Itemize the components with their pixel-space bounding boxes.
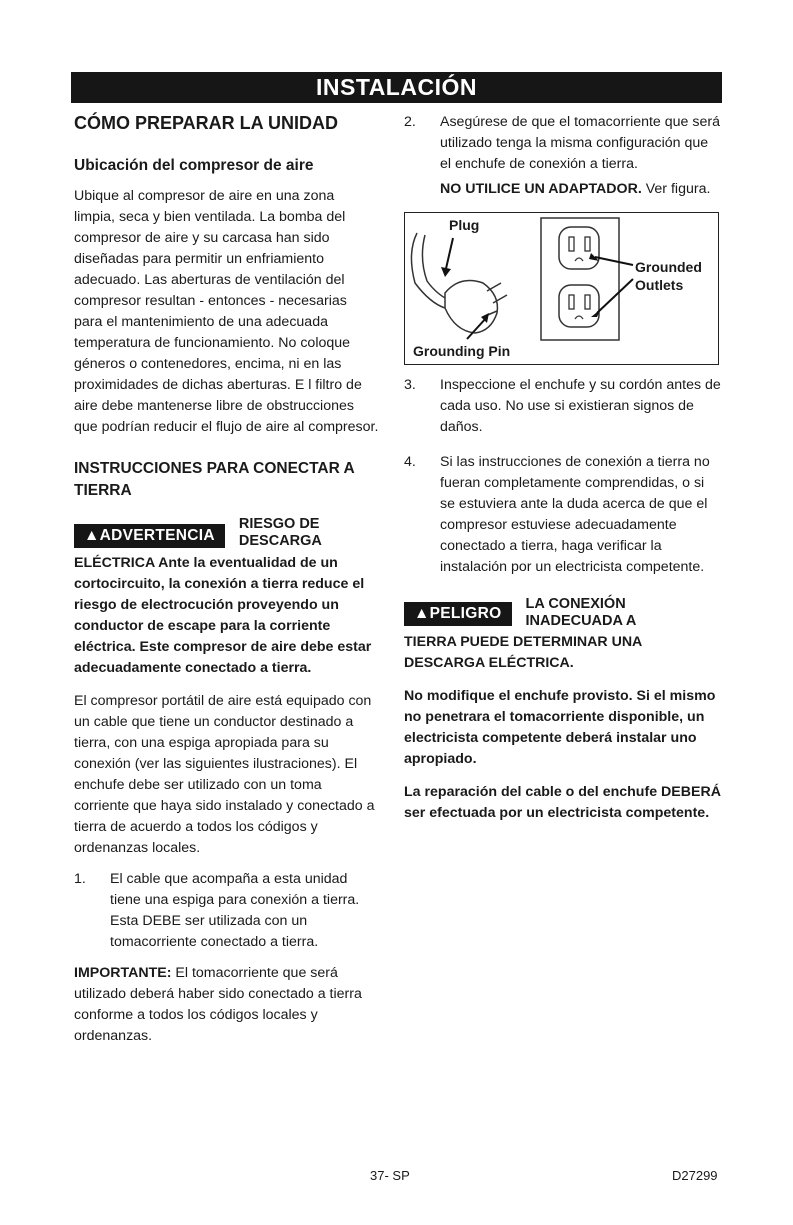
important-label: IMPORTANTE: [74, 965, 172, 981]
outlets-label: Outlets [635, 277, 684, 293]
page-number: 37- SP [370, 1168, 410, 1183]
section-banner: INSTALACIÓN [71, 72, 722, 103]
list-item: 2. Asegúrese de que el tomacorriente que será utilizado tenga la misma configuración que el enchufe de conexión a tierra. NO UTILICE UN ADAPTADOR. Ver figura. [404, 114, 720, 197]
section-title: CÓMO PREPARAR LA UNIDAD [74, 113, 338, 133]
list-item: 4. Si las instrucciones de conexión a tierra no fueran completamente comprendidas, o si se estuviera ante la duda acerca de que el compresor estuviese adecuadamente conectado a tierra, haga verificar la instalación por un electricista competente. [404, 454, 710, 575]
important-note [74, 963, 379, 1047]
grounding-pin-label: Grounding Pin [413, 343, 511, 359]
danger-badge: ▲PELIGRO [404, 602, 512, 626]
important-text: El tomacorriente que será utilizado deberá haber sido conectado a tierra conforme a todos los códigos locales y ordenanzas. [74, 965, 362, 1044]
document-code: D27299 [672, 1168, 718, 1183]
plug-outlet-figure [404, 212, 719, 365]
grounding-paragraph: El compresor portátil de aire está equipado con un cable que tiene un conductor destinado a tierra, con una espiga apropiada para su conexión (ver las siguientes ilustraciones). El enchufe debe ser utilizado con un toma corriente que haya sido instalado y conectado a tierra de acuerdo a todos los códigos y ordenanzas locales. [74, 693, 375, 856]
warning-title: RIESGO DE DESCARGA [238, 516, 322, 549]
warning-badge: ▲ADVERTENCIA [74, 524, 225, 548]
plug-label: Plug [449, 217, 480, 233]
list-item: 3. Inspeccione el enchufe y su cordón antes de cada uso. No use si existieran signos de daños. [404, 377, 721, 435]
danger-body: TIERRA PUEDE DETERMINAR UNA DESCARGA ELÉCTRICA. [404, 634, 642, 671]
list-item: 1. El cable que acompaña a esta unidad tiene una espiga para conexión a tierra. Esta DEBE ser utilizada con un tomacorriente conectado a tierra. [74, 871, 360, 950]
danger-header [404, 596, 722, 630]
left-column [74, 112, 379, 1047]
grounding-heading: INSTRUCCIONES PARA CONECTAR A TIERRA [74, 460, 355, 499]
grounded-label: Grounded [635, 259, 702, 275]
danger-paragraph: No modifique el enchufe provisto. Si el mismo no penetrara el tomacorriente disponible, un electricista competente deberá instalar uno apropiado. [404, 688, 716, 767]
warning-header [74, 516, 379, 550]
location-paragraph: Ubique al compresor de aire en una zona limpia, seca y bien ventilada. La bomba del compresor de aire y su carcasa han sido diseñadas para permitir un enfriamiento adecuado. Las aberturas de ventilación del compresor resultan - entonces - necesarias para el mantenimiento de una adecuada temperatura de funcionamiento. No coloque géneros o contenedores, encima, ni en las proximidades de dichas aberturas. E l filtro de aire debe mantenerse libre de obstrucciones que podrían reducir el flujo de aire al compresor. [74, 188, 379, 435]
warning-body: ELÉCTRICA Ante la eventualidad de un cortocircuito, la conexión a tierra reduce el riesgo de electrocución proveyendo un conductor de escape para la corriente eléctrica. Este compresor de aire debe estar adecuadamente conectado a tierra. [74, 555, 372, 676]
danger-paragraph: La reparación del cable o del enchufe DEBERÁ ser efectuada por un electricista competente. [404, 784, 721, 821]
location-heading: Ubicación del compresor de aire [74, 157, 314, 174]
danger-title: LA CONEXIÓN INADECUADA A [525, 596, 637, 629]
right-column [404, 112, 722, 824]
